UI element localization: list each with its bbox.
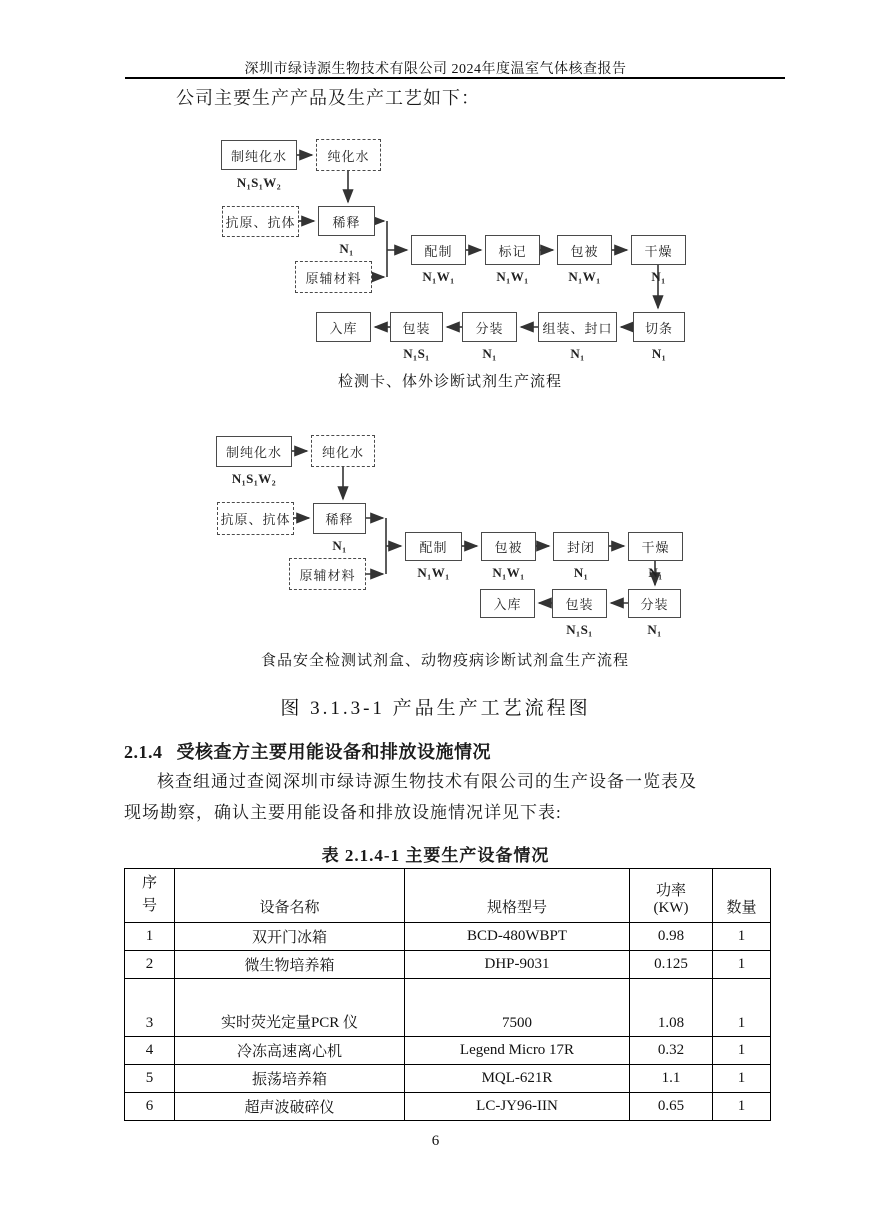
cell-qty: 1 <box>713 951 771 979</box>
cell-power: 0.65 <box>630 1093 713 1121</box>
paragraph-line-1: 核查组通过查阅深圳市绿诗源生物技术有限公司的生产设备一览表及 <box>157 772 697 791</box>
cell-name: 实时荧光定量PCR 仪 <box>175 979 405 1037</box>
cell-seq: 2 <box>125 951 175 979</box>
flow1-node-mark: 标记 <box>485 235 540 265</box>
cell-seq: 6 <box>125 1093 175 1121</box>
flow1-node-mix: 配制 <box>411 235 466 265</box>
flow1-node-store: 入库 <box>316 312 371 342</box>
cell-qty: 1 <box>713 1065 771 1093</box>
flow1-sublabel-fill: N₁ <box>482 346 497 361</box>
flow2-sublabel-fill: N₁ <box>647 622 662 637</box>
section-number: 2.1.4 <box>124 742 163 762</box>
cell-power: 0.98 <box>630 923 713 951</box>
flow1-caption: 检测卡、体外诊断试剂生产流程 <box>337 374 562 390</box>
col-header-model: 规格型号 <box>405 869 630 923</box>
cell-seq: 4 <box>125 1037 175 1065</box>
flow1-node-cut: 切条 <box>633 312 685 342</box>
col-header-name: 设备名称 <box>175 869 405 923</box>
cell-qty: 1 <box>713 1037 771 1065</box>
flow2-node-materials: 原辅材料 <box>289 558 366 590</box>
paragraph-line-2: 现场勘察，确认主要用能设备和排放设施情况详见下表: <box>124 803 562 822</box>
figure-caption: 图 3.1.3-1 产品生产工艺流程图 <box>280 698 591 719</box>
cell-seq: 5 <box>125 1065 175 1093</box>
table-title: 表 2.1.4-1 主要生产设备情况 <box>321 846 550 865</box>
flow2-node-dry: 干燥 <box>628 532 683 561</box>
page-header-title: 深圳市绿诗源生物技术有限公司 2024年度温室气体核查报告 <box>244 62 627 77</box>
flow2-sublabel-dry: N₁ <box>648 565 663 580</box>
cell-power: 1.1 <box>630 1065 713 1093</box>
flow2-node-antigen: 抗原、抗体 <box>217 502 294 535</box>
flow2-sublabel-coat: N₁W₁ <box>492 565 525 580</box>
flow1-sublabel-pack: N₁S₁ <box>403 346 430 361</box>
flow2-node-store: 入库 <box>480 589 535 618</box>
flow2-node-pack: 包装 <box>552 589 607 618</box>
flow1-sublabel-cut: N₁ <box>651 346 667 361</box>
flow1-sublabel-mark: N₁W₁ <box>496 269 529 284</box>
flow2-node-dilute: 稀释 <box>313 503 366 534</box>
cell-power: 0.32 <box>630 1037 713 1065</box>
col-header-power-label: 功率 <box>655 883 686 899</box>
cell-model: LC-JY96-IIN <box>405 1093 630 1121</box>
flow2-node-fill: 分装 <box>628 589 681 618</box>
cell-seq: 3 <box>125 979 175 1037</box>
cell-qty: 1 <box>713 1093 771 1121</box>
flow1-node-dilute: 稀释 <box>318 206 375 236</box>
table-row <box>125 1065 771 1093</box>
flow2-caption: 食品安全检测试剂盒、动物疫病诊断试剂盒生产流程 <box>260 653 629 669</box>
cell-model: 7500 <box>405 979 630 1037</box>
flow1-node-dry: 干燥 <box>631 235 686 265</box>
flow2-node-coat: 包被 <box>481 532 536 561</box>
flow1-node-pack: 包装 <box>390 312 443 342</box>
flow1-node-antigen: 抗原、抗体 <box>222 206 299 237</box>
flow1-node-coat: 包被 <box>557 235 612 265</box>
cell-qty: 1 <box>713 979 771 1037</box>
flow2-sublabel-seal: N₁ <box>573 565 589 580</box>
flow2-node-pure-water: 纯化水 <box>311 435 375 467</box>
table-header-row <box>125 869 771 923</box>
flow1-node-assemble: 组装、封口 <box>538 312 617 342</box>
flow2-sublabel-pack: N₁S₁ <box>566 622 593 637</box>
intro-text: 公司主要生产产品及生产工艺如下： <box>176 88 480 108</box>
page-number: 6 <box>431 1133 440 1149</box>
cell-model: BCD-480WBPT <box>405 923 630 951</box>
table-row <box>125 1093 771 1121</box>
flow2-node-seal: 封闭 <box>553 532 609 561</box>
cell-name: 超声波破碎仪 <box>175 1093 405 1121</box>
cell-power: 1.08 <box>630 979 713 1037</box>
col-header-seq: 序号 <box>125 869 175 923</box>
cell-name: 冷冻高速离心机 <box>175 1037 405 1065</box>
flow1-sublabel-dry: N₁ <box>651 269 666 284</box>
cell-seq: 1 <box>125 923 175 951</box>
table-row <box>125 979 771 1037</box>
cell-name: 微生物培养箱 <box>175 951 405 979</box>
flow1-sublabel-make-water: N₁S₁W₂ <box>236 175 282 190</box>
col-header-qty: 数量 <box>713 869 771 923</box>
col-header-power <box>630 869 713 923</box>
cell-model: DHP-9031 <box>405 951 630 979</box>
cell-model: Legend Micro 17R <box>405 1037 630 1065</box>
flow1-node-fill: 分装 <box>462 312 517 342</box>
header-rule <box>125 77 785 79</box>
section-heading <box>124 738 491 764</box>
table-row <box>125 923 771 951</box>
table-row <box>125 1037 771 1065</box>
flow1-sublabel-dilute: N₁ <box>339 241 354 256</box>
flow2-sublabel-mix: N₁W₁ <box>417 565 450 580</box>
flow1-sublabel-mix: N₁W₁ <box>422 269 455 284</box>
cell-name: 振荡培养箱 <box>175 1065 405 1093</box>
cell-power: 0.125 <box>630 951 713 979</box>
cell-name: 双开门冰箱 <box>175 923 405 951</box>
flow1-sublabel-assemble: N₁ <box>570 346 585 361</box>
flow1-node-make-water: 制纯化水 <box>221 140 297 170</box>
flow1-node-pure-water: 纯化水 <box>316 139 381 171</box>
cell-model: MQL-621R <box>405 1065 630 1093</box>
flow2-sublabel-dilute: N₁ <box>332 538 347 553</box>
section-title: 受核查方主要用能设备和排放设施情况 <box>176 742 491 762</box>
flow2-sublabel-make-water: N₁S₁W₂ <box>231 471 277 486</box>
flow1-node-materials: 原辅材料 <box>295 261 372 293</box>
col-header-power-unit: (KW) <box>653 900 689 916</box>
table-row <box>125 951 771 979</box>
flow1-sublabel-coat: N₁W₁ <box>568 269 601 284</box>
flow2-node-make-water: 制纯化水 <box>216 436 292 467</box>
cell-qty: 1 <box>713 923 771 951</box>
equipment-table <box>124 868 771 1121</box>
flow2-node-mix: 配制 <box>405 532 462 561</box>
